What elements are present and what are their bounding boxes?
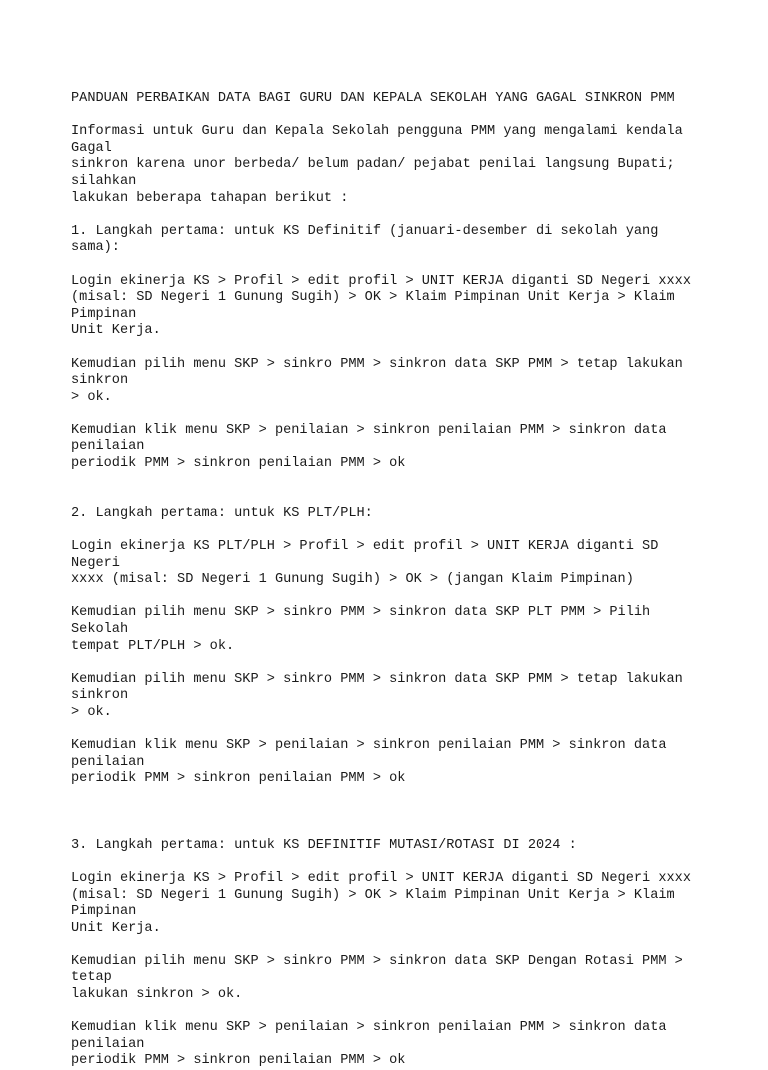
section-3-step-3: Kemudian klik menu SKP > penilaian > sinkron penilaian PMM > sinkron data penilaian periodik PMM > sinkron penilaian PMM > ok bbox=[71, 1020, 667, 1069]
intro-paragraph: Informasi untuk Guru dan Kepala Sekolah pengguna PMM yang mengalami kendala Gagal sinkron karena unor berbeda/ belum padan/ pejabat penilai langsung Bupati; silahkan lakukan beberapa tahapan berikut : bbox=[71, 124, 683, 206]
section-2-step-2: Kemudian pilih menu SKP > sinkro PMM > sinkron data SKP PLT PMM > Pilih Sekolah tempat PLT/PLH > ok. bbox=[71, 605, 651, 654]
section-2-step-1: Login ekinerja KS PLT/PLH > Profil > edit profil > UNIT KERJA diganti SD Negeri xxxx (misal: SD Negeri 1 Gunung Sugih) > OK > (jangan Klaim Pimpinan) bbox=[71, 539, 659, 588]
section-1-step-3: Kemudian klik menu SKP > penilaian > sinkron penilaian PMM > sinkron data penilaian periodik PMM > sinkron penilaian PMM > ok bbox=[71, 422, 667, 472]
section-2-step-3: Kemudian pilih menu SKP > sinkro PMM > sinkron data SKP PMM > tetap lakukan sinkron > ok. bbox=[71, 671, 683, 720]
document-title: PANDUAN PERBAIKAN DATA BAGI GURU DAN KEPALA SEKOLAH YANG GAGAL SINKRON PMM bbox=[71, 91, 675, 106]
section-3-step-2: Kemudian pilih menu SKP > sinkro PMM > sinkron data SKP Dengan Rotasi PMM > tetap lakukan sinkron > ok. bbox=[71, 953, 683, 1003]
section-3-step-1: Login ekinerja KS > Profil > edit profil > UNIT KERJA diganti SD Negeri xxxx (misal: SD Negeri 1 Gunung Sugih) > OK > Klaim Pimpinan Unit Kerja > Klaim Pimpinan Unit Kerja. bbox=[71, 870, 691, 936]
section-2-step-4: Kemudian klik menu SKP > penilaian > sinkron penilaian PMM > sinkron data penilaian periodik PMM > sinkron penilaian PMM > ok bbox=[71, 738, 667, 787]
section-2-heading: 2. Langkah pertama: untuk KS PLT/PLH: bbox=[71, 505, 373, 521]
section-1-heading: 1. Langkah pertama: untuk KS Definitif (januari-desember di sekolah yang sama): bbox=[71, 223, 667, 256]
document-page bbox=[71, 91, 711, 1070]
section-1-step-2: Kemudian pilih menu SKP > sinkro PMM > sinkron data SKP PMM > tetap lakukan sinkron > ok. bbox=[71, 356, 683, 405]
section-1-step-1: Login ekinerja KS > Profil > edit profil > UNIT KERJA diganti SD Negeri xxxx (misal: SD Negeri 1 Gunung Sugih) > OK > Klaim Pimpinan Unit Kerja > Klaim Pimpinan Unit Kerja. bbox=[71, 273, 691, 339]
section-3-heading: 3. Langkah pertama: untuk KS DEFINITIF MUTASI/ROTASI DI 2024 : bbox=[71, 837, 577, 853]
